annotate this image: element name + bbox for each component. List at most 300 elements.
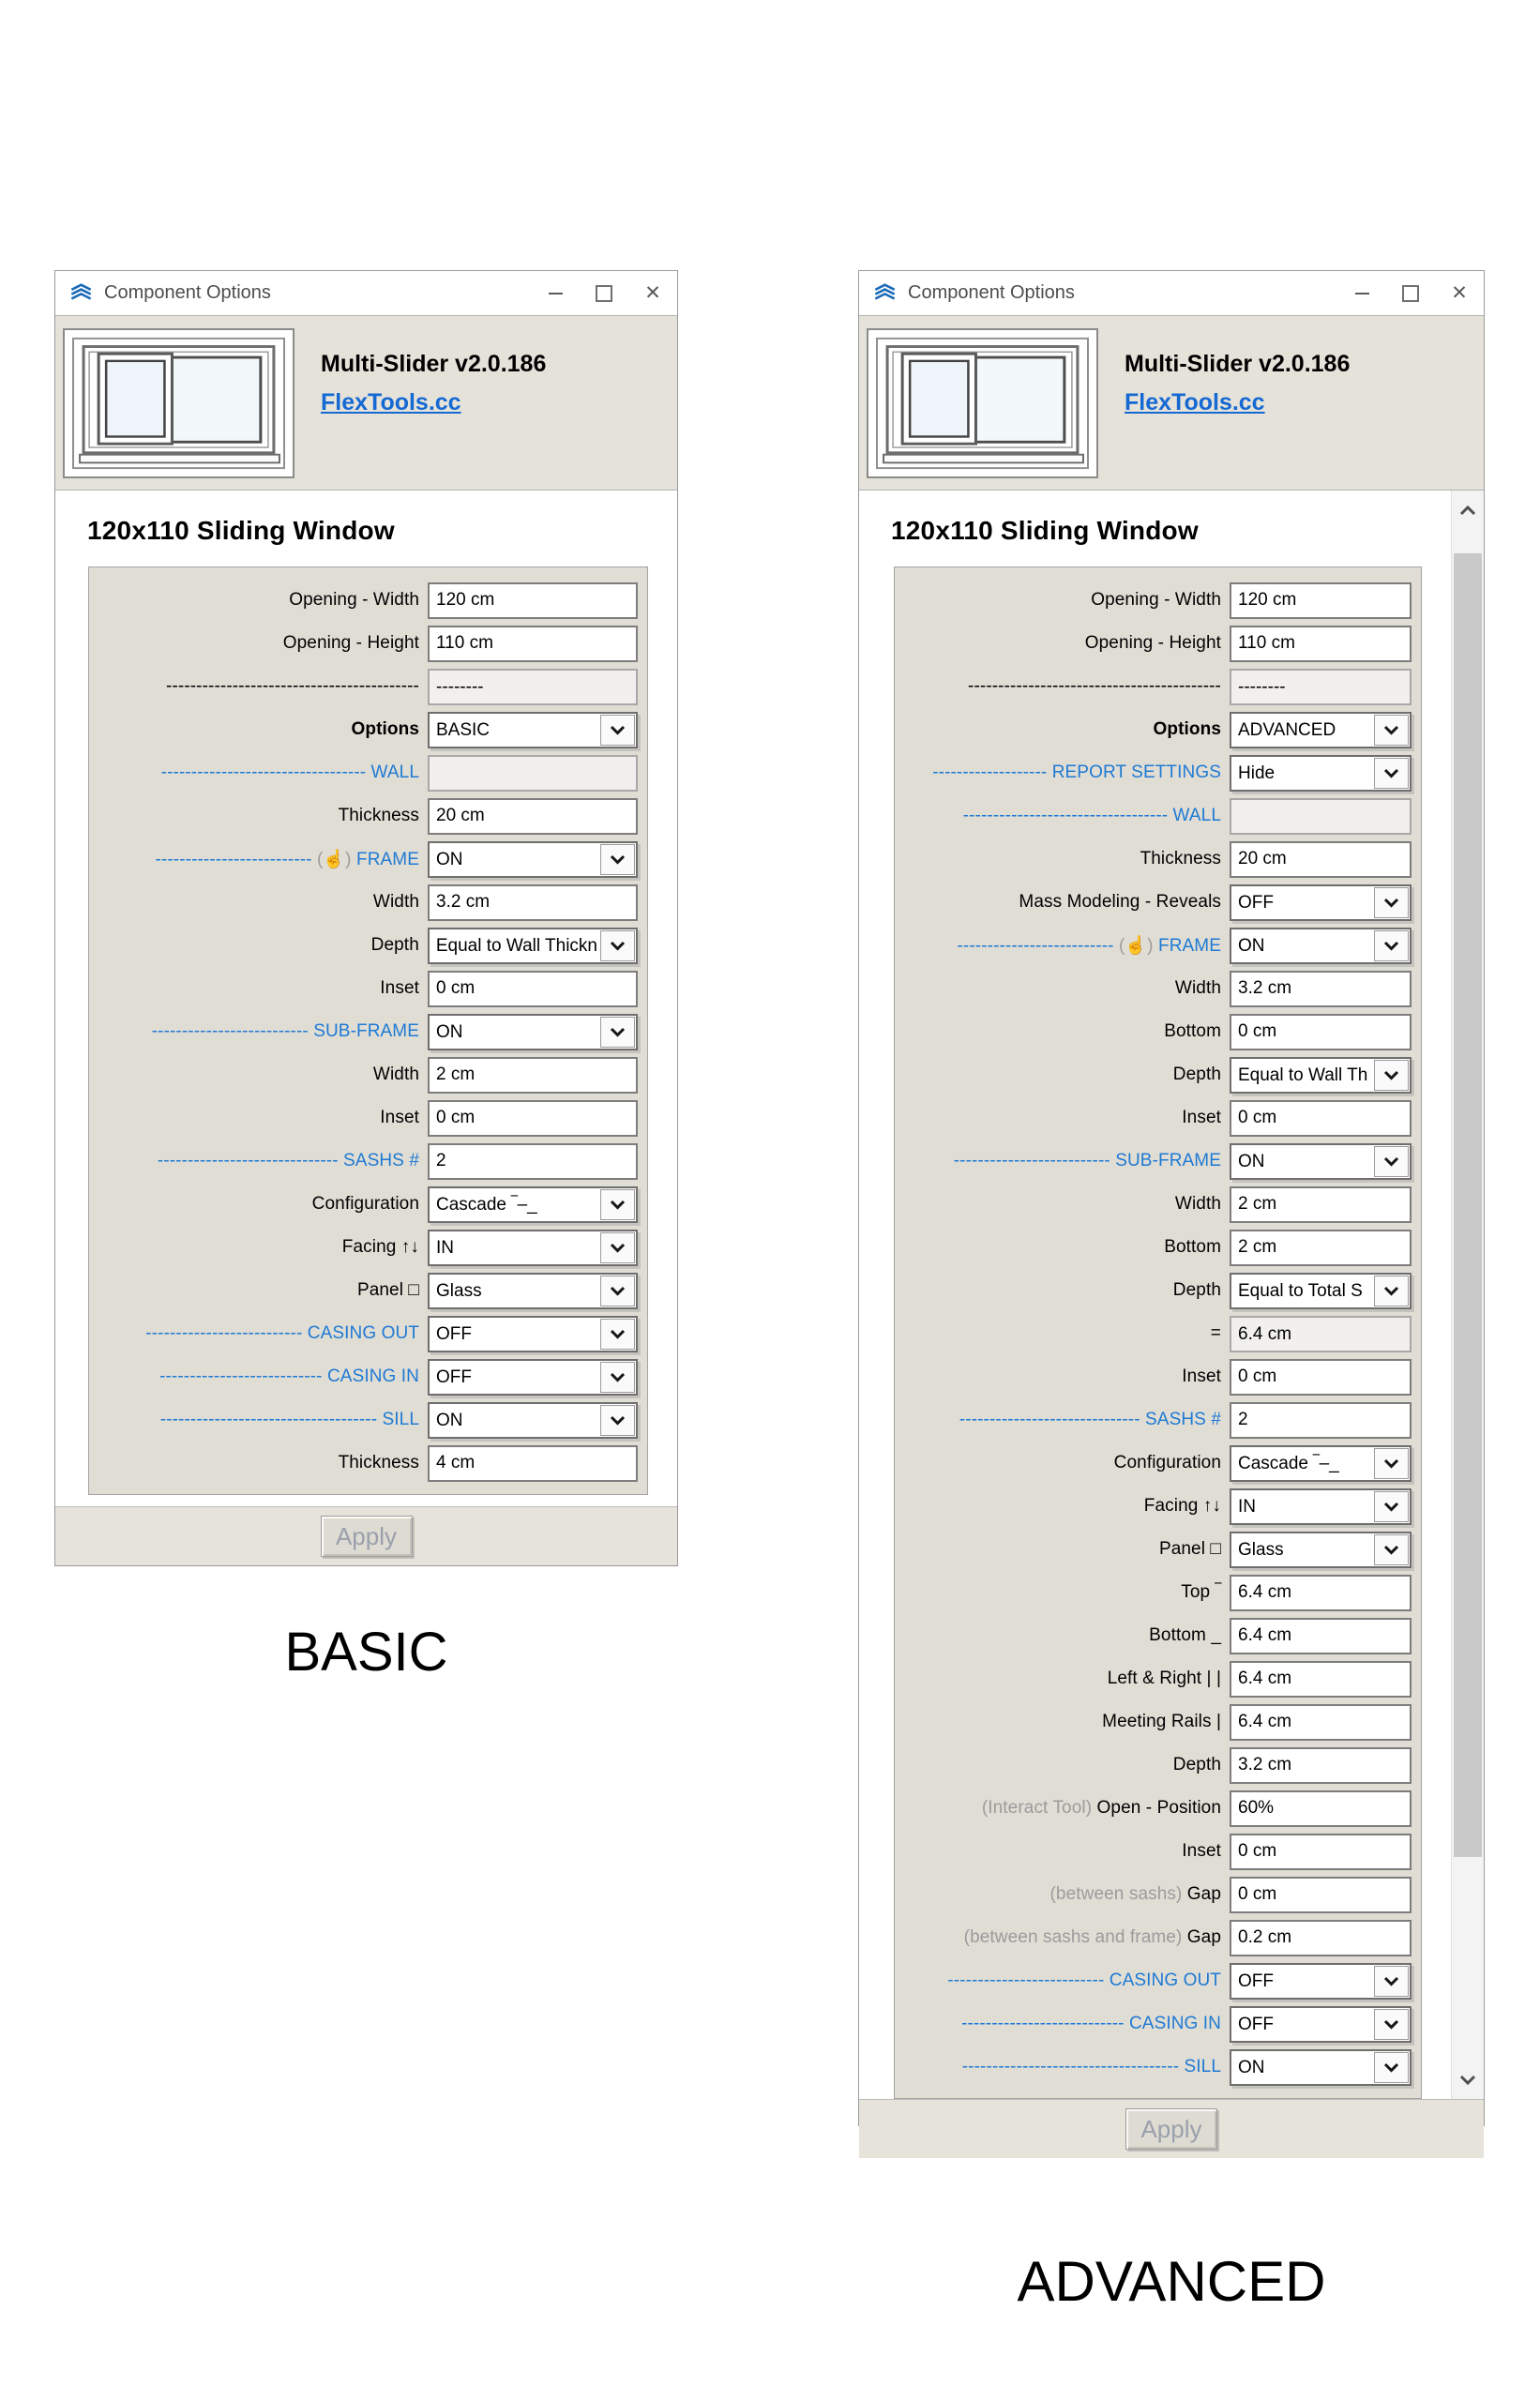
- dropdown-value: OFF: [1238, 892, 1274, 913]
- value-input[interactable]: [1230, 1661, 1412, 1698]
- row-label: [95, 892, 428, 913]
- value-input[interactable]: [1230, 1359, 1412, 1396]
- option-row: [95, 1269, 638, 1312]
- row-control: [428, 1100, 638, 1137]
- dropdown[interactable]: [1230, 928, 1412, 964]
- dropdown-value: OFF: [1238, 2014, 1274, 2034]
- dropdown-button[interactable]: [1374, 758, 1409, 789]
- dropdown-button[interactable]: [1374, 887, 1409, 918]
- label-text: Opening - Width: [289, 590, 419, 610]
- chevron-down-icon: [1383, 2062, 1399, 2073]
- option-row: [95, 1442, 638, 1485]
- apply-button[interactable]: Apply: [1125, 2108, 1217, 2150]
- label-text: Thickness: [1140, 849, 1221, 868]
- option-row: [900, 794, 1412, 838]
- option-row: [95, 794, 638, 838]
- value-input[interactable]: [428, 884, 638, 921]
- row-label: [95, 848, 428, 870]
- window-title: Component Options: [104, 282, 271, 303]
- window-controls: [531, 271, 677, 315]
- chevron-down-icon: [1383, 768, 1399, 778]
- row-control: [428, 1359, 638, 1396]
- option-row: [900, 881, 1412, 924]
- value-input[interactable]: [428, 582, 638, 619]
- row-control: [1230, 1316, 1412, 1352]
- minimize-icon: [1355, 293, 1369, 294]
- row-label: [900, 2057, 1230, 2077]
- row-label: [900, 934, 1230, 957]
- label-text: Open - Position: [1096, 1798, 1221, 1818]
- dropdown-button[interactable]: [1374, 2052, 1409, 2083]
- dropdown-button[interactable]: [600, 1189, 635, 1220]
- dropdown-button[interactable]: [1374, 1146, 1409, 1177]
- chevron-down-icon: [610, 1415, 626, 1426]
- label-text: Options: [351, 719, 419, 739]
- label-text: Inset: [1182, 1108, 1221, 1127]
- label-text: Inset: [1182, 1841, 1221, 1861]
- row-control: [428, 1057, 638, 1094]
- row-control: [428, 841, 638, 878]
- row-control: [1230, 1575, 1412, 1611]
- label-text: Bottom: [1164, 1237, 1221, 1257]
- row-control: [1230, 1402, 1412, 1439]
- minimize-icon: [549, 293, 563, 294]
- chevron-down-icon: [610, 1027, 626, 1037]
- label-text: Width: [372, 1065, 419, 1084]
- value-input[interactable]: [1230, 1834, 1412, 1870]
- row-control: [1230, 1057, 1412, 1094]
- option-row: [900, 2046, 1412, 2089]
- label-text: --------------------------: [957, 936, 1119, 956]
- dropdown-button[interactable]: [600, 1017, 635, 1048]
- label-text: ------------------- REPORT SETTINGS: [932, 763, 1221, 782]
- row-control: [1230, 1445, 1412, 1482]
- value-input[interactable]: [428, 626, 638, 662]
- row-label: [900, 1280, 1230, 1301]
- sketchup-logo-icon: [68, 280, 94, 306]
- option-row: [900, 1140, 1412, 1183]
- chevron-down-icon: [610, 1372, 626, 1382]
- value-input[interactable]: [428, 1445, 638, 1482]
- dropdown-value: ON: [436, 1410, 463, 1430]
- row-label: [900, 590, 1230, 611]
- label-text: ------------------------------------------: [166, 676, 419, 696]
- close-icon: ✕: [1451, 282, 1468, 304]
- label-text: -------------------------- SUB-FRAME: [151, 1021, 419, 1041]
- dropdown-button[interactable]: [1374, 1534, 1409, 1565]
- apply-button[interactable]: Apply: [321, 1516, 413, 1557]
- value-input[interactable]: [1230, 1790, 1412, 1827]
- option-row: [900, 579, 1412, 622]
- dropdown-button[interactable]: [1374, 715, 1409, 746]
- dropdown[interactable]: [428, 1014, 638, 1050]
- chevron-down-icon: [610, 1200, 626, 1210]
- option-row: [900, 1096, 1412, 1140]
- row-label: [900, 849, 1230, 869]
- label-text: Width: [372, 892, 419, 912]
- dropdown-button[interactable]: [600, 844, 635, 875]
- row-label: [900, 1669, 1230, 1689]
- value-input[interactable]: [1230, 841, 1412, 878]
- dropdown-button[interactable]: [600, 1319, 635, 1350]
- dropdown-button[interactable]: [600, 715, 635, 746]
- row-control: [428, 928, 638, 964]
- row-label: [95, 1108, 428, 1128]
- row-label: [900, 978, 1230, 999]
- row-label: [900, 1582, 1230, 1603]
- footer-bar: [859, 2099, 1484, 2158]
- option-row: [900, 967, 1412, 1010]
- row-control: [428, 1143, 638, 1180]
- row-control: [428, 1445, 638, 1482]
- close-button[interactable]: [1435, 271, 1484, 315]
- label-text: Bottom: [1164, 1021, 1221, 1041]
- sketchup-logo-icon: [872, 280, 898, 306]
- minimize-button[interactable]: [531, 271, 580, 315]
- row-label: [900, 1625, 1230, 1646]
- option-row: [95, 838, 638, 881]
- options-body: [55, 491, 677, 1506]
- row-label: [95, 806, 428, 826]
- row-label: [900, 806, 1230, 826]
- value-input[interactable]: [1230, 1747, 1412, 1784]
- option-row: [900, 1355, 1412, 1398]
- scroll-down-button[interactable]: [1452, 2060, 1484, 2099]
- value-input[interactable]: [428, 798, 638, 835]
- dropdown[interactable]: [428, 1402, 638, 1439]
- value-input[interactable]: [1230, 1920, 1412, 1956]
- option-row: [95, 1053, 638, 1096]
- dropdown-button[interactable]: [1374, 1966, 1409, 1997]
- row-control: [1230, 582, 1412, 619]
- dropdown[interactable]: [1230, 1273, 1412, 1309]
- option-row: [900, 1830, 1412, 1873]
- title-bar[interactable]: [859, 271, 1484, 315]
- options-rows: [95, 579, 638, 1485]
- dropdown[interactable]: [1230, 2049, 1412, 2086]
- row-control: [1230, 1186, 1412, 1223]
- dropdown-button[interactable]: [600, 930, 635, 961]
- option-row: [900, 1916, 1412, 1959]
- label-text: Facing ↑↓: [341, 1237, 419, 1257]
- maximize-button[interactable]: [580, 271, 628, 315]
- dropdown[interactable]: [1230, 1488, 1412, 1525]
- readonly-field: [428, 755, 638, 792]
- dropdown-value: OFF: [1238, 1971, 1274, 1991]
- row-control: [1230, 1273, 1412, 1309]
- row-label: [95, 1453, 428, 1473]
- dropdown-button[interactable]: [600, 1232, 635, 1263]
- row-control: [428, 884, 638, 921]
- row-label: [95, 719, 428, 740]
- option-row: [900, 622, 1412, 665]
- label-text: Width: [1174, 978, 1221, 998]
- row-control: [1230, 1488, 1412, 1525]
- row-label: [95, 1151, 428, 1171]
- row-label: [95, 1323, 428, 1344]
- scroll-up-button[interactable]: [1452, 491, 1484, 530]
- dropdown-button[interactable]: [1374, 930, 1409, 961]
- dropdown[interactable]: [428, 841, 638, 878]
- label-text: FRAME: [356, 850, 419, 869]
- option-row: [900, 1398, 1412, 1442]
- dropdown[interactable]: [1230, 884, 1412, 921]
- label-text: Inset: [380, 978, 419, 998]
- row-control: [1230, 1790, 1412, 1827]
- row-label: [900, 892, 1230, 913]
- label-text: Opening - Height: [1084, 633, 1221, 653]
- label-text: -------------------------- CASING OUT: [947, 1971, 1221, 1990]
- dropdown-button[interactable]: [600, 1405, 635, 1436]
- value-input[interactable]: [1230, 582, 1412, 619]
- row-label: [900, 1194, 1230, 1215]
- dropdown[interactable]: [1230, 755, 1412, 792]
- label-text: Configuration: [311, 1194, 419, 1214]
- option-row: [900, 1053, 1412, 1096]
- chevron-down-icon: [1383, 1156, 1399, 1167]
- row-label: [900, 1151, 1230, 1171]
- label-text: Mass Modeling - Reveals: [1019, 892, 1221, 912]
- dropdown[interactable]: [428, 1273, 638, 1309]
- dropdown[interactable]: [428, 1359, 638, 1396]
- value-input[interactable]: [1230, 1230, 1412, 1266]
- value-input[interactable]: [1230, 1100, 1412, 1137]
- maximize-button[interactable]: [1386, 271, 1435, 315]
- value-input[interactable]: [1230, 1704, 1412, 1741]
- value-input[interactable]: [1230, 1877, 1412, 1913]
- dropdown[interactable]: [1230, 2006, 1412, 2043]
- component-heading: 120x110 Sliding Window: [891, 516, 1199, 545]
- dropdown-button[interactable]: [1374, 2009, 1409, 2040]
- row-control: [1230, 1143, 1412, 1180]
- option-row: [95, 751, 638, 794]
- option-row: [95, 1226, 638, 1269]
- vertical-scrollbar[interactable]: [1451, 491, 1484, 2099]
- row-control: [1230, 2006, 1412, 2043]
- dropdown-value: Cascade ‾–_: [1238, 1453, 1339, 1473]
- label-text: Options: [1153, 719, 1221, 739]
- row-control: [1230, 626, 1412, 662]
- option-row: [900, 1183, 1412, 1226]
- options-rows: [900, 579, 1412, 2089]
- label-text: Opening - Width: [1091, 590, 1221, 610]
- label-text: --------------------------: [155, 850, 317, 869]
- row-control: [1230, 928, 1412, 964]
- label-text: ------------------------------------ SILL: [961, 2057, 1221, 2076]
- component-header: [859, 315, 1484, 491]
- chevron-down-icon: [1383, 1286, 1399, 1296]
- chevron-down-icon: [1459, 2075, 1476, 2085]
- option-row: [95, 622, 638, 665]
- dropdown-button[interactable]: [600, 1362, 635, 1393]
- row-control: [1230, 712, 1412, 748]
- dropdown[interactable]: [1230, 1963, 1412, 2000]
- option-row: [95, 1355, 638, 1398]
- flextools-link[interactable]: FlexTools.cc: [1125, 389, 1265, 415]
- dropdown-value: Glass: [1238, 1539, 1284, 1560]
- value-input[interactable]: [428, 1100, 638, 1137]
- flextools-link[interactable]: FlexTools.cc: [321, 389, 461, 415]
- option-row: [95, 1312, 638, 1355]
- label-text: (☝): [317, 850, 356, 869]
- scrollbar-thumb[interactable]: [1454, 553, 1482, 1857]
- dropdown-value: IN: [436, 1237, 454, 1258]
- row-control: [1230, 1359, 1412, 1396]
- row-label: [95, 676, 428, 697]
- dropdown[interactable]: [1230, 1532, 1412, 1568]
- row-label: [95, 1367, 428, 1387]
- value-input[interactable]: [1230, 1402, 1412, 1439]
- value-input[interactable]: [428, 971, 638, 1007]
- dropdown-value: Glass: [436, 1280, 482, 1301]
- option-row: [900, 1442, 1412, 1485]
- option-row: [900, 1787, 1412, 1830]
- readonly-field: [1230, 798, 1412, 835]
- row-control: [428, 1273, 638, 1309]
- option-row: [95, 1183, 638, 1226]
- chevron-down-icon: [1383, 941, 1399, 951]
- dropdown[interactable]: [428, 928, 638, 964]
- dropdown[interactable]: [1230, 712, 1412, 748]
- row-label: [95, 633, 428, 654]
- option-row: [900, 1873, 1412, 1916]
- dropdown[interactable]: [1230, 1057, 1412, 1094]
- row-control: [1230, 1230, 1412, 1266]
- readonly-field: --------: [1230, 669, 1412, 705]
- label-text: Inset: [1182, 1367, 1221, 1386]
- row-control: [1230, 971, 1412, 1007]
- dropdown-value: ON: [436, 1021, 463, 1042]
- label-text: Bottom _: [1149, 1625, 1221, 1645]
- value-input[interactable]: [1230, 1186, 1412, 1223]
- label-text: -------------------------- SUB-FRAME: [953, 1151, 1221, 1170]
- label-text: Left & Right | |: [1107, 1669, 1221, 1688]
- chevron-down-icon: [610, 725, 626, 735]
- dropdown-value: BASIC: [436, 719, 491, 740]
- readonly-field: --------: [428, 669, 638, 705]
- options-fieldset: [88, 566, 648, 1495]
- option-row: [95, 665, 638, 708]
- value-input[interactable]: [1230, 626, 1412, 662]
- value-input[interactable]: [1230, 1618, 1412, 1654]
- option-row: [95, 1140, 638, 1183]
- option-row: [900, 1485, 1412, 1528]
- option-row: [900, 1010, 1412, 1053]
- dropdown-button[interactable]: [1374, 1491, 1409, 1522]
- label-text: ------------------------------ SASHS #: [959, 1410, 1221, 1429]
- chevron-down-icon: [610, 854, 626, 865]
- dropdown-button[interactable]: [600, 1276, 635, 1306]
- header-text: [1098, 328, 1350, 478]
- row-control: [1230, 755, 1412, 792]
- value-input[interactable]: [428, 1143, 638, 1180]
- option-row: [900, 751, 1412, 794]
- dropdown-button[interactable]: [1374, 1276, 1409, 1306]
- row-control: [1230, 1014, 1412, 1050]
- value-input[interactable]: [1230, 1575, 1412, 1611]
- label-text: Panel □: [1158, 1539, 1221, 1559]
- dropdown-value: ON: [436, 849, 463, 869]
- value-input[interactable]: [1230, 1014, 1412, 1050]
- label-text: Depth: [370, 935, 419, 955]
- row-label: [900, 719, 1230, 740]
- chevron-down-icon: [1383, 898, 1399, 908]
- row-label: [900, 1539, 1230, 1560]
- close-button[interactable]: [628, 271, 677, 315]
- row-control: [428, 755, 638, 792]
- option-row: [900, 1226, 1412, 1269]
- value-input[interactable]: [428, 1057, 638, 1094]
- chevron-down-icon: [610, 941, 626, 951]
- label-text: Panel □: [356, 1280, 419, 1300]
- row-control: [428, 1402, 638, 1439]
- window-preview-image: [63, 328, 294, 478]
- value-input[interactable]: [1230, 971, 1412, 1007]
- label-text: Gap: [1186, 1927, 1221, 1947]
- row-control: [1230, 841, 1412, 878]
- dropdown[interactable]: [428, 712, 638, 748]
- maximize-icon: [596, 285, 612, 302]
- chevron-down-icon: [1383, 1545, 1399, 1555]
- dropdown-button[interactable]: [1374, 1448, 1409, 1479]
- dropdown-value: OFF: [436, 1323, 472, 1344]
- title-bar[interactable]: [55, 271, 677, 315]
- dropdown[interactable]: [428, 1186, 638, 1223]
- row-label: [900, 1021, 1230, 1042]
- chevron-down-icon: [1383, 1502, 1399, 1512]
- close-icon: ✕: [644, 282, 661, 304]
- label-text: Opening - Height: [282, 633, 419, 653]
- footer-bar: [55, 1506, 677, 1565]
- row-control: [428, 1316, 638, 1352]
- dropdown-value: IN: [1238, 1496, 1256, 1517]
- label-text: Facing ↑↓: [1143, 1496, 1221, 1516]
- row-label: [95, 1280, 428, 1301]
- window-controls: [1337, 271, 1484, 315]
- label-text: --------------------------- CASING IN: [159, 1367, 419, 1386]
- label-text: Configuration: [1113, 1453, 1221, 1472]
- label-text: Depth: [1172, 1755, 1221, 1774]
- row-label: [900, 1755, 1230, 1775]
- row-label: [900, 1496, 1230, 1517]
- row-control: [1230, 1704, 1412, 1741]
- minimize-button[interactable]: [1337, 271, 1386, 315]
- dropdown[interactable]: [428, 1316, 638, 1352]
- option-row: [900, 1528, 1412, 1571]
- label-text: ---------------------------------- WALL: [160, 763, 419, 782]
- row-label: [95, 1194, 428, 1215]
- dropdown[interactable]: [1230, 1143, 1412, 1180]
- row-label: [95, 978, 428, 999]
- dropdown[interactable]: [1230, 1445, 1412, 1482]
- dropdown[interactable]: [428, 1230, 638, 1266]
- dropdown-value: Hide: [1238, 763, 1276, 783]
- header-text: [294, 328, 546, 478]
- option-row: [900, 1657, 1412, 1700]
- row-label: [95, 1410, 428, 1430]
- row-label: [900, 2014, 1230, 2034]
- option-row: [900, 1614, 1412, 1657]
- row-label: [900, 1410, 1230, 1430]
- dropdown-value: ON: [1238, 935, 1265, 956]
- dropdown-value: Equal to Wall Thickn: [435, 935, 597, 956]
- dropdown-button[interactable]: [1374, 1060, 1409, 1091]
- chevron-down-icon: [1383, 2019, 1399, 2030]
- window-preview-image: [867, 328, 1098, 478]
- label-text: (between sashs): [1049, 1884, 1187, 1904]
- row-label: [900, 1971, 1230, 1991]
- option-row: [95, 1398, 638, 1442]
